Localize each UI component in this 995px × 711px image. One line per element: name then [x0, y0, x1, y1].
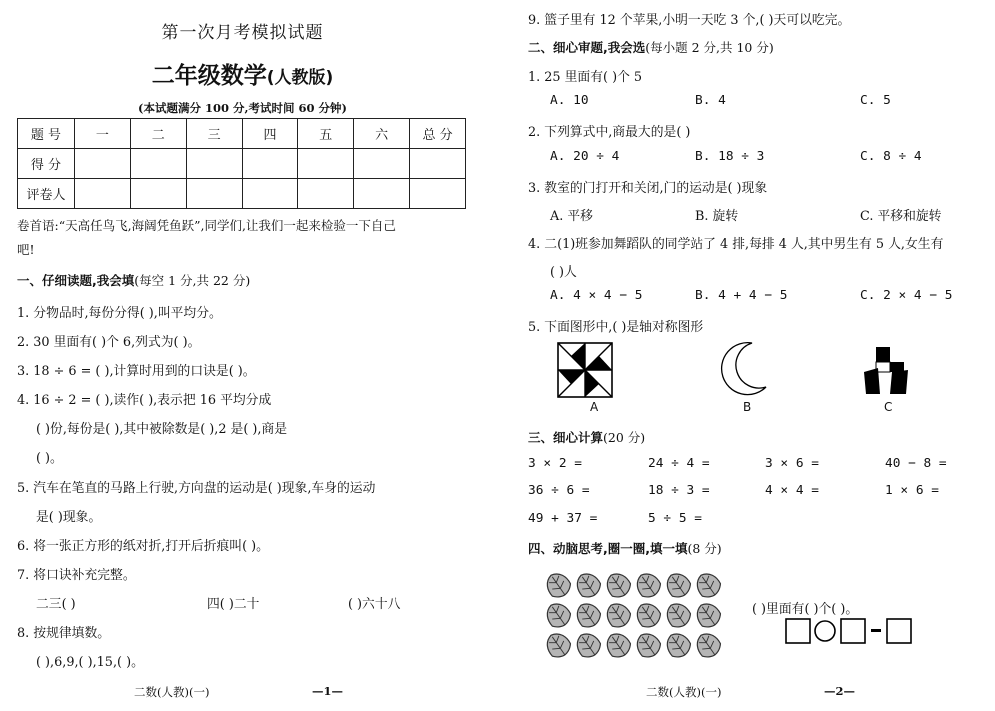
rhyme-item: 四( )二十: [207, 597, 260, 612]
question-7: 7. 将口诀补充完整。: [17, 568, 136, 583]
score-cell[interactable]: [410, 149, 466, 179]
pinwheel-shape-a[interactable]: [557, 342, 613, 398]
leaf-icon: [544, 629, 574, 661]
page-number: —1—: [312, 684, 344, 698]
preface-line: 吧!: [17, 242, 35, 257]
leaf-icon: [692, 570, 724, 601]
leaf-icon: [662, 570, 694, 601]
page-number: —2—: [824, 684, 856, 698]
table-header-cell: 三: [186, 119, 242, 149]
leaf-icon: [662, 629, 694, 661]
option-c[interactable]: C. 2 × 4 − 5: [860, 288, 953, 303]
score-cell[interactable]: [75, 149, 131, 179]
leaf-icon: [632, 599, 664, 631]
table-row: [18, 179, 466, 209]
leaf-icon: [544, 599, 574, 631]
option-a[interactable]: A. 20 ÷ 4: [550, 149, 620, 164]
leaf-icon: [572, 629, 604, 661]
leaf-icon: [602, 570, 634, 601]
grader-cell[interactable]: [186, 179, 242, 209]
leaf-icon: [662, 599, 694, 631]
table-header-cell: 四: [242, 119, 298, 149]
shape-label: A: [590, 400, 599, 414]
section-title: 三、细心计算: [528, 430, 604, 445]
section-points: (每空 1 分,共 22 分): [134, 273, 251, 288]
leaf-icon: [692, 599, 724, 631]
calc-item: 3 × 6 =: [765, 456, 819, 471]
leaf-icon: [544, 570, 574, 601]
grader-cell[interactable]: [242, 179, 298, 209]
section-2-heading: [528, 38, 774, 56]
option-a[interactable]: A. 平移: [550, 209, 593, 224]
option-b[interactable]: B. 18 ÷ 3: [695, 149, 765, 164]
score-cell[interactable]: [130, 149, 186, 179]
rhyme-item: 二三( ): [36, 597, 76, 612]
table-row: [18, 149, 466, 179]
section-points: (8 分): [687, 541, 722, 556]
score-table-header-row: [18, 119, 466, 149]
table-header-cell: 一: [75, 119, 131, 149]
fill-sentence: ( )里面有( )个( )。: [752, 602, 859, 617]
choice-question-4-cont: ( )人: [550, 265, 577, 280]
grader-cell[interactable]: [354, 179, 410, 209]
calc-item: 3 × 2 =: [528, 456, 582, 471]
calc-item: 24 ÷ 4 =: [648, 456, 710, 471]
question-6: 6. 将一张正方形的纸对折,打开后折痕叫( )。: [17, 539, 269, 554]
calc-item: 36 ÷ 6 =: [528, 483, 590, 498]
calc-item: 5 ÷ 5 =: [648, 511, 702, 526]
choice-question-3: 3. 教室的门打开和关闭,门的运动是( )现象: [528, 181, 768, 196]
section-4-heading: [528, 539, 722, 557]
footer-label: 二数(人教)(一): [646, 685, 722, 699]
score-cell[interactable]: [242, 149, 298, 179]
section-points: (20 分): [603, 430, 646, 445]
question-1: 1. 分物品时,每份分得( ),叫平均分。: [17, 306, 222, 321]
operator-circle-icon: [815, 621, 835, 641]
calc-item: 1 × 6 =: [885, 483, 939, 498]
choice-question-4: 4. 二(1)班参加舞蹈队的同学站了 4 排,每排 4 人,其中男生有 5 人,女生有: [528, 237, 944, 252]
calc-item: 49 + 37 =: [528, 511, 598, 526]
score-table: [17, 118, 466, 209]
grader-cell[interactable]: [75, 179, 131, 209]
option-a[interactable]: A. 10: [550, 93, 589, 108]
answer-box-icon: [841, 619, 865, 643]
section-1-heading: [17, 271, 250, 289]
grader-cell[interactable]: [410, 179, 466, 209]
section-title: 二、细心审题,我会选: [528, 40, 646, 55]
rhyme-item: ( )六十八: [348, 597, 401, 612]
page-1: [0, 0, 485, 711]
option-c[interactable]: C. 8 ÷ 4: [860, 149, 922, 164]
question-4: 4. 16 ÷ 2 = ( ),读作( ),表示把 16 平均分成: [17, 393, 272, 408]
section-title: 一、仔细读题,我会填: [17, 273, 135, 288]
choice-question-1: 1. 25 里面有( )个 5: [528, 70, 643, 85]
option-a[interactable]: A. 4 × 4 − 5: [550, 288, 643, 303]
footer-label: 二数(人教)(一): [134, 685, 210, 699]
answer-box-icon: [786, 619, 810, 643]
shape-label: C: [884, 400, 893, 414]
row-label: 评卷人: [18, 179, 75, 209]
option-c[interactable]: C. 平移和旋转: [860, 209, 942, 224]
leaf-icon: [602, 599, 634, 631]
leaf-icon: [632, 629, 664, 661]
leaf-grid-image: [544, 570, 734, 662]
preface-line: 卷首语:“天高任鸟飞,海阔凭鱼跃”,同学们,让我们一起来检验一下自己: [17, 218, 396, 233]
crescent-moon-shape-b[interactable]: [718, 340, 770, 396]
leaf-icon: [632, 570, 664, 601]
question-4-cont: ( )。: [36, 451, 63, 466]
exam-note: (本试题满分 100 分,考试时间 60 分钟): [138, 101, 347, 115]
option-c[interactable]: C. 5: [860, 93, 891, 108]
subject-label: 二年级数学: [151, 63, 267, 89]
question-8: 8. 按规律填数。: [17, 626, 111, 641]
answer-box-icon: [887, 619, 911, 643]
table-header-cell: 题 号: [18, 119, 75, 149]
question-3: 3. 18 ÷ 6 = ( ),计算时用到的口诀是( )。: [17, 364, 256, 379]
score-cell[interactable]: [186, 149, 242, 179]
section-title: 四、动脑思考,圈一圈,填一填: [528, 541, 688, 556]
score-cell[interactable]: [298, 149, 354, 179]
leaf-icon: [572, 570, 604, 601]
block-figure-shape-c[interactable]: [862, 346, 910, 396]
row-label: 得 分: [18, 149, 75, 179]
exam-title: 第一次月考模拟试题: [161, 23, 324, 43]
leaf-icon: [692, 629, 724, 661]
question-5: 5. 汽车在笔直的马路上行驶,方向盘的运动是( )现象,车身的运动: [17, 481, 376, 496]
choice-question-2: 2. 下列算式中,商最大的是( ): [528, 125, 691, 140]
table-header-cell: 二: [130, 119, 186, 149]
score-cell[interactable]: [354, 149, 410, 179]
shape-label: B: [743, 400, 752, 414]
grader-cell[interactable]: [130, 179, 186, 209]
equals-dash-icon: [871, 629, 881, 632]
option-b[interactable]: B. 旋转: [695, 209, 739, 224]
edition-label: (人教版): [266, 68, 334, 88]
option-b[interactable]: B. 4 + 4 − 5: [695, 288, 788, 303]
grader-cell[interactable]: [298, 179, 354, 209]
page-2: [500, 0, 995, 711]
question-4-cont: ( )份,每份是( ),其中被除数是( ),2 是( ),商是: [36, 422, 288, 437]
question-5-cont: 是( )现象。: [36, 510, 102, 525]
question-9: 9. 篮子里有 12 个苹果,小明一天吃 3 个,( )天可以吃完。: [528, 13, 851, 28]
table-header-cell: 总 分: [410, 119, 466, 149]
question-2: 2. 30 里面有( )个 6,列式为( )。: [17, 335, 201, 350]
number-sequence: ( ),6,9,( ),15,( )。: [36, 655, 144, 670]
leaf-icon: [602, 629, 634, 661]
exam-subtitle: [0, 57, 485, 90]
box-circle-box-equation[interactable]: [785, 617, 915, 645]
table-header-cell: 五: [298, 119, 354, 149]
calc-item: 4 × 4 =: [765, 483, 819, 498]
option-b[interactable]: B. 4: [695, 93, 726, 108]
section-3-heading: [528, 428, 645, 446]
leaf-icon: [572, 599, 604, 631]
calc-item: 18 ÷ 3 =: [648, 483, 710, 498]
choice-question-5: 5. 下面图形中,( )是轴对称图形: [528, 320, 704, 335]
table-header-cell: 六: [354, 119, 410, 149]
calc-item: 40 − 8 =: [885, 456, 947, 471]
section-points: (每小题 2 分,共 10 分): [645, 40, 774, 55]
